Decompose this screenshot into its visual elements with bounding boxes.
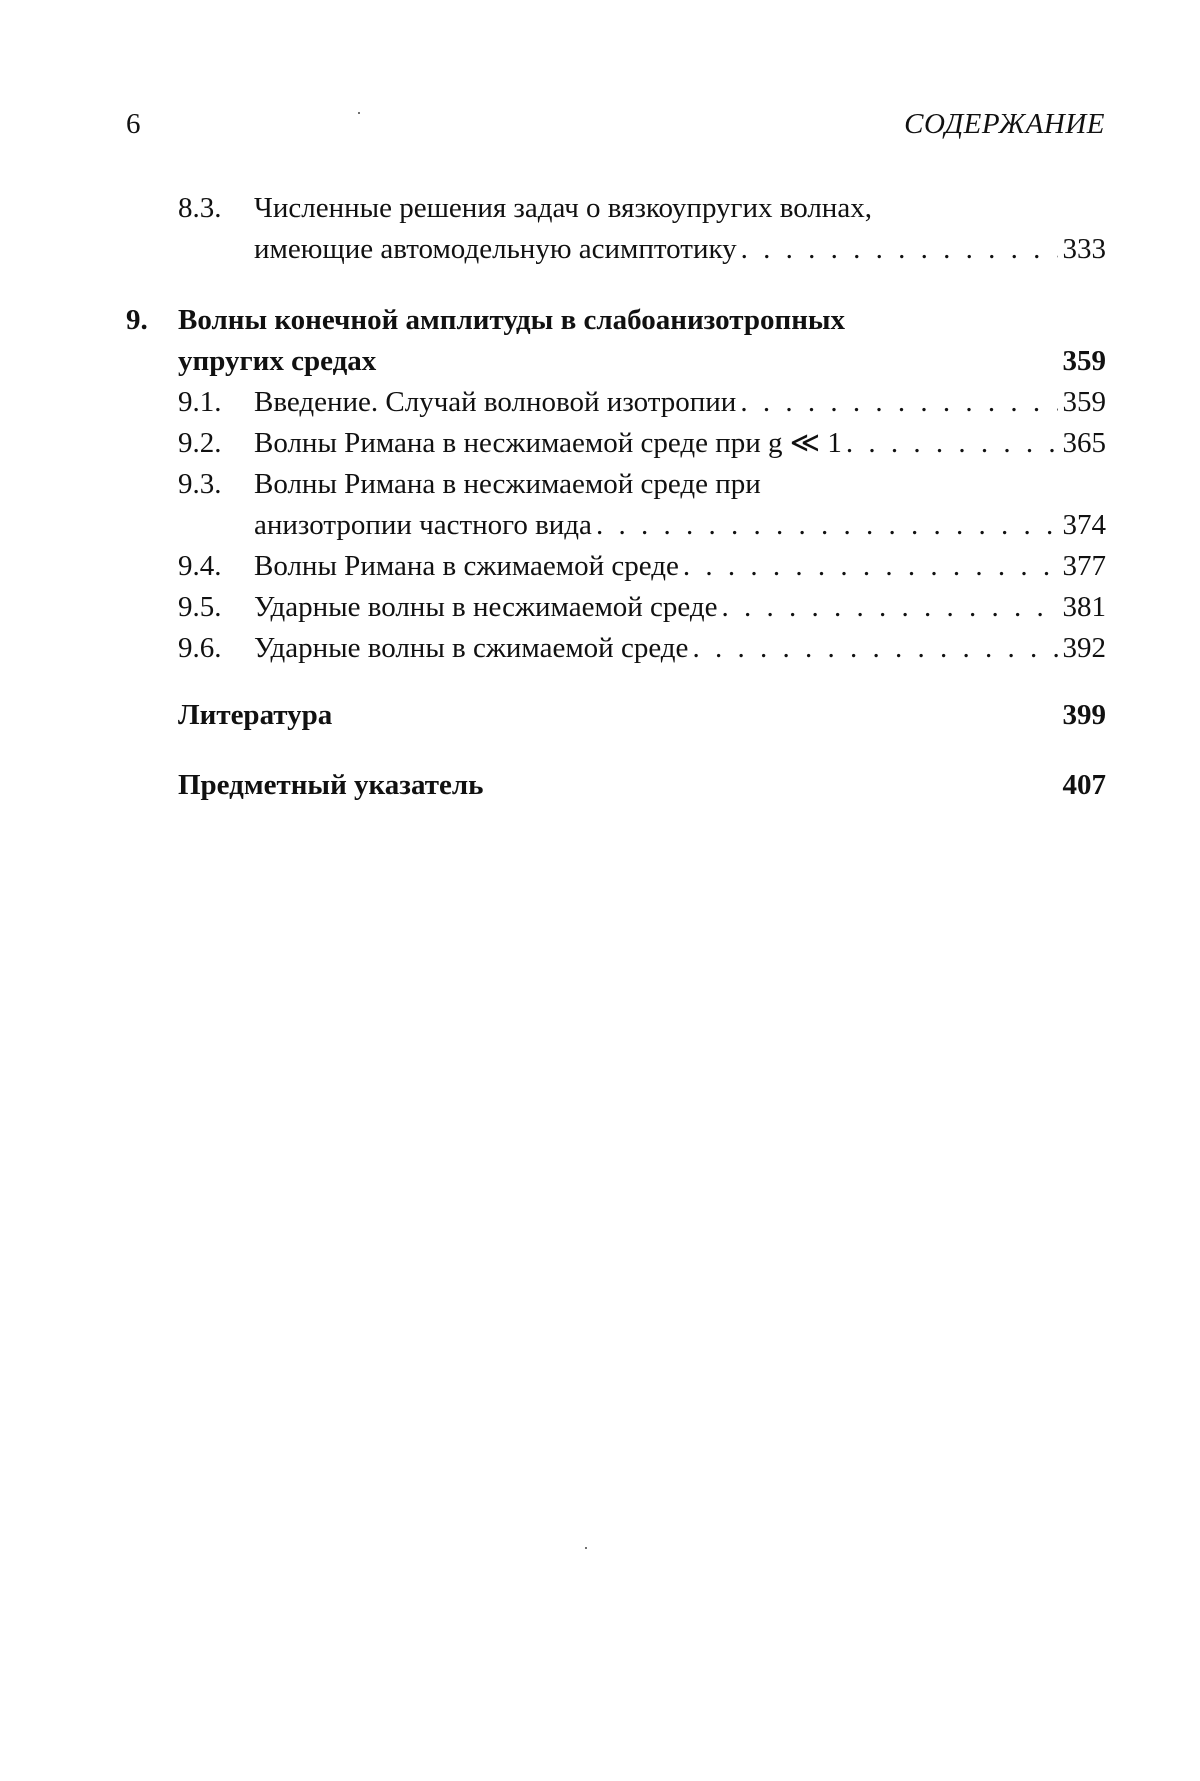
section-title: Волны Римана в несжимаемой среде при [254, 468, 761, 500]
toc-entry-index [178, 763, 1106, 807]
chapter-title-continued: упругих средах [178, 345, 377, 377]
dot-leader [679, 546, 1058, 587]
toc-entry-9-6 [178, 628, 1106, 669]
section-page: 392 [1062, 632, 1106, 664]
section-number: 9.1. [178, 386, 222, 418]
section-number: 9.2. [178, 427, 222, 459]
section-title-continued: анизотропии частного вида [254, 509, 592, 541]
section-number: 9.5. [178, 591, 222, 623]
section-page: 377 [1062, 550, 1106, 582]
scan-speck [358, 112, 360, 114]
dot-leader [592, 505, 1058, 546]
chapter-number: 9. [126, 304, 148, 336]
index-page: 407 [1062, 769, 1106, 801]
running-head: СОДЕРЖАНИЕ [904, 108, 1105, 140]
section-page: 374 [1062, 509, 1106, 541]
section-number: 9.4. [178, 550, 222, 582]
section-title: Ударные волны в несжимаемой среде [254, 591, 718, 623]
toc-entry-8-3 [178, 188, 1106, 270]
section-title-continued: имеющие автомодельную асимптотику [254, 233, 737, 265]
section-title: Численные решения задач о вязкоупругих волнах, [254, 192, 872, 224]
section-number: 8.3. [178, 192, 222, 224]
section-number: 9.6. [178, 632, 222, 664]
chapter-page: 359 [1062, 345, 1106, 377]
section-title: Введение. Случай волновой изотропии [254, 386, 737, 418]
toc-entry-9-3 [178, 464, 1106, 546]
dot-leader [718, 587, 1058, 628]
dot-leader [842, 423, 1058, 464]
page-number: 6 [126, 108, 141, 140]
table-of-contents [126, 188, 1106, 807]
section-page: 381 [1062, 591, 1106, 623]
dot-leader [737, 229, 1058, 270]
dot-leader [688, 628, 1058, 669]
section-page: 359 [1062, 386, 1106, 418]
section-page: 333 [1062, 233, 1106, 265]
toc-entry-9-5 [178, 587, 1106, 628]
toc-chapter-9 [126, 300, 1106, 382]
chapter-title: Волны конечной амплитуды в слабоанизотропных [178, 304, 846, 336]
toc-entry-literature [178, 693, 1106, 737]
page-header [126, 108, 1105, 148]
section-number: 9.3. [178, 468, 222, 500]
toc-entry-9-1 [178, 382, 1106, 423]
section-title: Волны Римана в сжимаемой среде [254, 550, 679, 582]
toc-entry-9-4 [178, 546, 1106, 587]
section-page: 365 [1062, 427, 1106, 459]
literature-page: 399 [1062, 699, 1106, 731]
index-title: Предметный указатель [178, 769, 484, 801]
toc-entry-9-2 [178, 423, 1106, 464]
scan-speck [585, 1547, 587, 1549]
section-title: Волны Римана в несжимаемой среде при g ≪ 1 [254, 427, 842, 459]
section-title: Ударные волны в сжимаемой среде [254, 632, 689, 664]
literature-title: Литература [178, 699, 333, 731]
dot-leader [736, 382, 1058, 423]
